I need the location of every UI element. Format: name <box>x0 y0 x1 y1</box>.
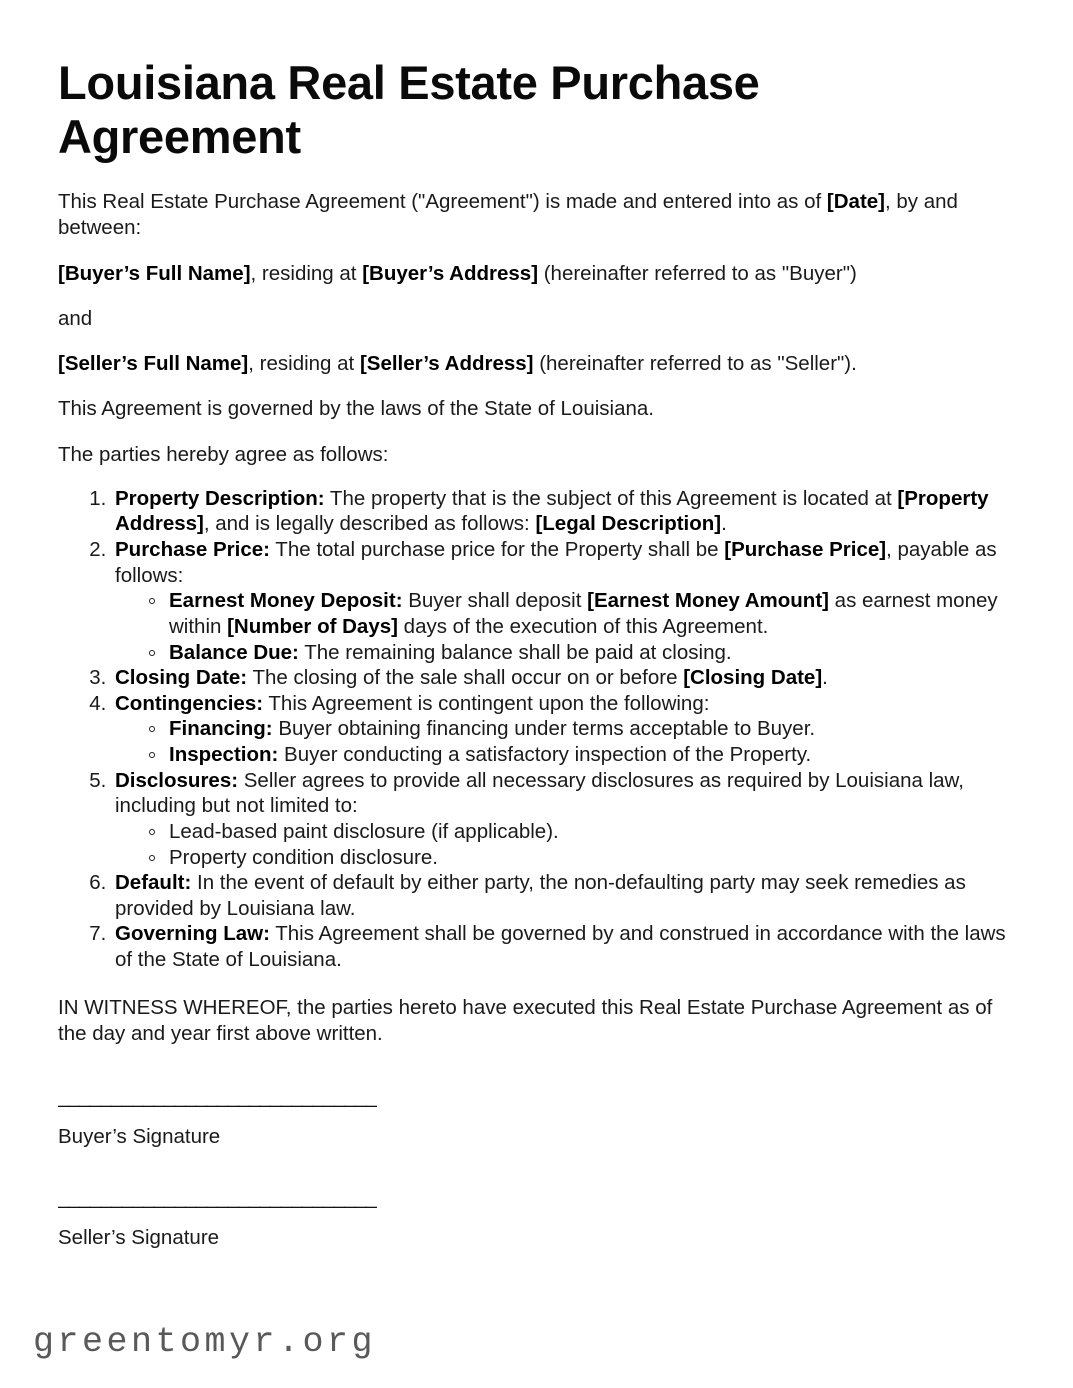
sub-clause-list <box>115 819 1010 870</box>
clause-item <box>112 537 1010 665</box>
clause-text: The closing of the sale shall occur on or before <box>247 666 684 690</box>
clause-heading: Contingencies: <box>115 691 264 715</box>
sub-clause-item <box>147 845 1010 871</box>
sub-clause-text: as earnest money within <box>169 589 998 638</box>
clause-text: The total purchase price for the Property shall be <box>269 538 725 562</box>
clause-heading: Default: <box>115 871 192 895</box>
sub-clause-item <box>147 588 1010 639</box>
sub-clause-text: Buyer conducting a satisfactory inspection of the Property. <box>278 743 812 767</box>
seller-text-mid: , residing at <box>248 352 360 376</box>
sub-clause-text: Buyer obtaining financing under terms acceptable to Buyer. <box>272 717 816 741</box>
preamble-text-tail: , by and between: <box>58 190 958 240</box>
clause-item <box>112 768 1010 871</box>
clause-heading: Purchase Price: <box>115 538 270 562</box>
placeholder-buyer-name: [Buyer’s Full Name] <box>58 261 251 285</box>
buyer-text-tail: (hereinafter referred to as "Buyer") <box>538 261 857 285</box>
clause-item <box>112 665 1010 691</box>
placeholder-buyer-address: [Buyer’s Address] <box>362 261 539 285</box>
clause-text: In the event of default by either party, the non-defaulting party may seek remedies as provided by Louisiana law. <box>115 871 966 920</box>
sub-clause-item <box>147 819 1010 845</box>
sub-clause-text: Lead-based paint disclosure (if applicable). <box>169 819 559 843</box>
sub-clause-heading: Financing: <box>169 717 273 741</box>
clause-text: The property that is the subject of this Agreement is located at <box>324 486 898 510</box>
clause-text: , and is legally described as follows: <box>203 512 536 536</box>
paragraph-governing-state: This Agreement is governed by the laws of the State of Louisiana. <box>58 397 654 421</box>
clause-text: . <box>721 512 727 536</box>
sub-clause-text: Buyer shall deposit <box>402 589 588 613</box>
clause-item <box>112 870 1010 921</box>
clause-placeholder: [Purchase Price] <box>724 538 887 562</box>
paragraph-preamble <box>58 189 1008 241</box>
sub-clause-placeholder: [Number of Days] <box>227 614 398 638</box>
sub-clause-heading: Earnest Money Deposit: <box>169 589 403 613</box>
clause-text: This Agreement shall be governed by and construed in accordance with the laws of the State of Louisiana. <box>115 922 1006 972</box>
clause-item <box>112 691 1010 768</box>
clause-heading: Property Description: <box>115 486 325 510</box>
seller-text-tail: (hereinafter referred to as "Seller"). <box>533 352 857 376</box>
clause-heading: Disclosures: <box>115 768 239 792</box>
sub-clause-placeholder: [Earnest Money Amount] <box>587 589 829 613</box>
paragraph-agree-intro: The parties hereby agree as follows: <box>58 442 389 466</box>
sub-clause-text: The remaining balance shall be paid at closing. <box>298 640 732 664</box>
clause-text: Seller agrees to provide all necessary disclosures as required by Louisiana law, including but not limited to: <box>115 768 964 818</box>
clause-text: . <box>822 666 828 690</box>
page-title: Louisiana Real Estate Purchase Agreement <box>58 56 760 163</box>
sub-clause-heading: Balance Due: <box>169 640 299 664</box>
clause-list <box>58 486 1010 973</box>
clause-placeholder: [Legal Description] <box>535 512 722 536</box>
clause-item <box>112 921 1010 972</box>
clause-heading: Closing Date: <box>115 666 248 690</box>
clause-text: , payable as follows: <box>115 538 997 587</box>
sub-clause-list <box>115 588 1010 665</box>
paragraph-seller <box>58 351 1008 377</box>
clause-heading: Governing Law: <box>115 922 270 946</box>
placeholder-date: [Date] <box>826 190 885 214</box>
sub-clause-text: Property condition disclosure. <box>169 845 438 869</box>
clause-text: This Agreement is contingent upon the following: <box>263 691 710 715</box>
sub-clause-text: days of the execution of this Agreement. <box>397 614 769 638</box>
clause-placeholder: [Property Address] <box>115 486 989 536</box>
sub-clause-item <box>147 742 1010 768</box>
paragraph-and: and <box>58 306 93 330</box>
sub-clause-item <box>147 640 1010 666</box>
placeholder-seller-name: [Seller’s Full Name] <box>58 352 249 376</box>
seller-signature-label: Seller’s Signature <box>58 1225 220 1249</box>
preamble-text-lead: This Real Estate Purchase Agreement ("Agreement") is made and entered into as of <box>58 190 827 214</box>
buyer-signature-line: ______________________________ <box>58 1087 377 1109</box>
buyer-text-mid: , residing at <box>250 261 363 285</box>
buyer-signature-label: Buyer’s Signature <box>58 1125 221 1149</box>
site-watermark: greentomyr.org <box>33 1322 377 1362</box>
placeholder-seller-address: [Seller’s Address] <box>359 352 534 376</box>
paragraph-buyer <box>58 261 1008 287</box>
clause-item <box>112 486 1010 537</box>
witness-paragraph: IN WITNESS WHEREOF, the parties hereto have executed this Real Estate Purchase Agreement as of the day and year first above written. <box>58 995 993 1045</box>
clause-placeholder: [Closing Date] <box>683 666 823 690</box>
seller-signature-line: ______________________________ <box>58 1187 377 1209</box>
sub-clause-item <box>147 716 1010 742</box>
sub-clause-heading: Inspection: <box>169 743 279 767</box>
sub-clause-list <box>115 716 1010 767</box>
